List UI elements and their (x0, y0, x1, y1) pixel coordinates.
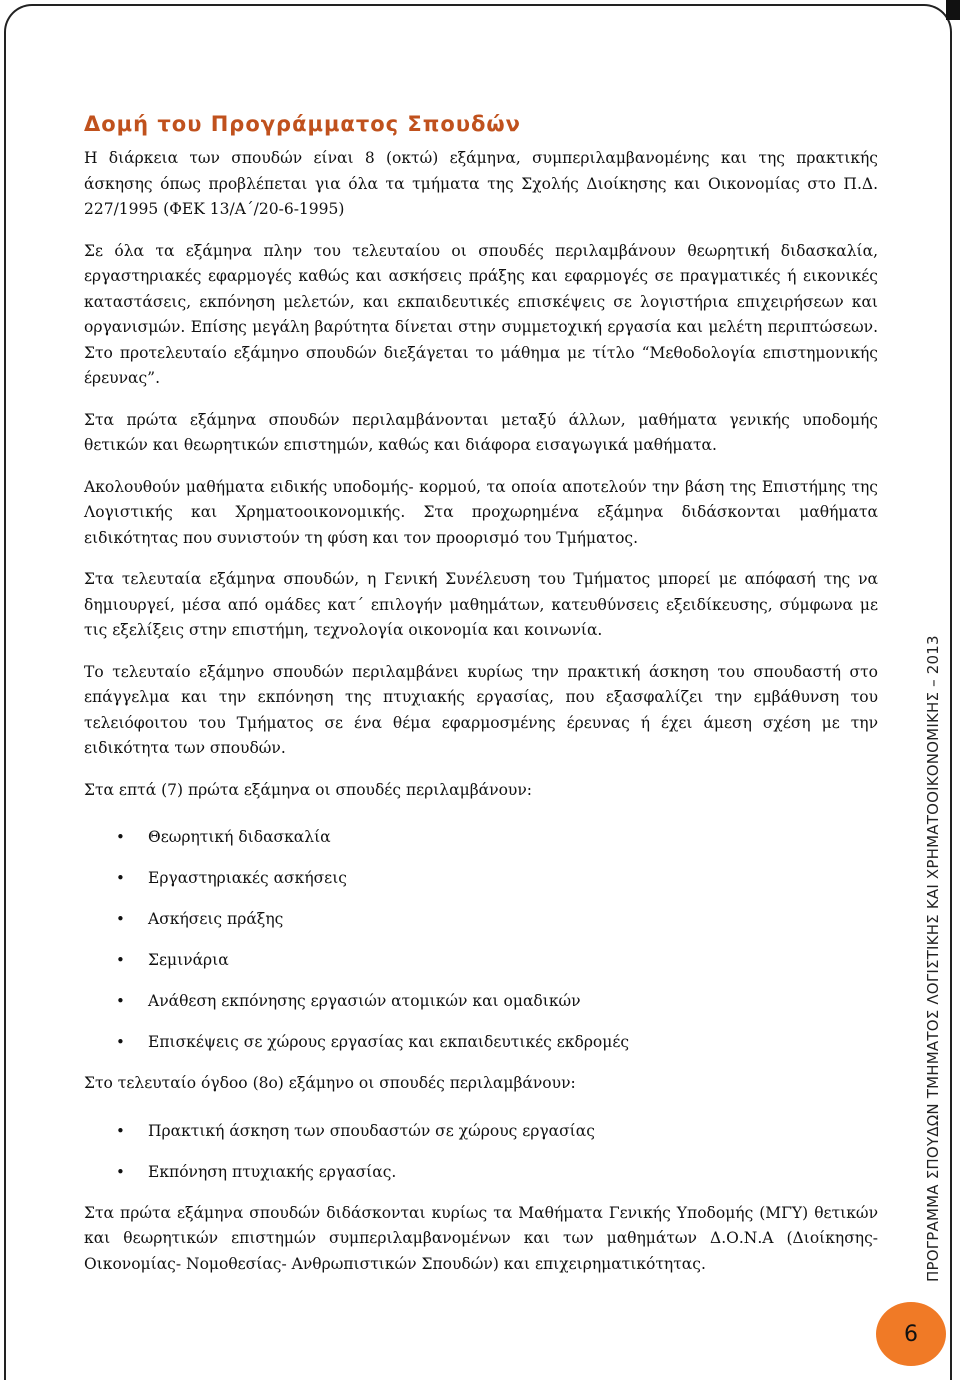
section-heading: Δομή του Προγράμματος Σπουδών (84, 112, 521, 136)
page-number-badge: 6 (876, 1302, 946, 1366)
corner-mark (946, 0, 960, 20)
paragraph-core-courses: Ακολουθούν μαθήματα ειδικής υποδομής- κορμού, τα οποία αποτελούν την βάση της Επιστήμης της Λογιστικής και Χρηματοοικονομικής. Στα προχωρημένα εξάμηνα διδάσκονται μαθήματα ειδικότητας που συνιστούν τη φύση και τον προορισμό του Τμήματος. (84, 477, 878, 547)
list-eighth-semester (84, 1119, 878, 1185)
list2-intro: Στο τελευταίο όγδοο (8ο) εξάμηνο οι σπουδές περιλαμβάνουν: (84, 1074, 576, 1092)
list-item: • Σεμινάρια (84, 948, 878, 973)
list-item: • Εκπόνηση πτυχιακής εργασίας. (84, 1160, 878, 1185)
paragraph-closing: Στα πρώτα εξάμηνα σπουδών διδάσκονται κυρίως τα Μαθήματα Γενικής Υποδομής (ΜΓΥ) θετικών και θεωρητικών επιστημών συμπεριλαμβανομένων και των μαθημάτων Δ.Ο.Ν.Α (Διοίκησης- Οικονομίας- Νομοθεσίας- Ανθρωπιστικών Σπουδών) και επιχειρηματικότητας. (84, 1203, 878, 1273)
list-item: • Ανάθεση εκπόνησης εργασιών ατομικών και ομαδικών (84, 989, 878, 1014)
list1-intro: Στα επτά (7) πρώτα εξάμηνα οι σπουδές περιλαμβάνουν: (84, 780, 532, 799)
list-item: • Θεωρητική διδασκαλία (84, 825, 878, 850)
paragraph-first-semesters: Στα πρώτα εξάμηνα σπουδών περιλαμβάνονται μεταξύ άλλων, μαθήματα γενικής υποδομής θετικών και θεωρητικών επιστημών, καθώς και διάφορα εισαγωγικά μαθήματα. (84, 410, 878, 454)
list-item: • Εργαστηριακές ασκήσεις (84, 866, 878, 891)
list-first-seven-semesters (84, 825, 878, 1055)
paragraph-duration: Η διάρκεια των σπουδών είναι 8 (οκτώ) εξάμηνα, συμπεριλαμβανομένης και της πρακτικής άσκησης όπως προβλέπεται για όλα τα τμήματα της Σχολής Διοίκησης και Οικονομίας στο Π.Δ. 227/1995 (ΦΕΚ 13/Α΄/20-6-1995) (84, 149, 878, 218)
side-running-header: ΠΡΟΓΡΑΜΜΑ ΣΠΟΥΔΩΝ ΤΜΗΜΑΤΟΣ ΛΟΓΙΣΤΙΚΗΣ ΚΑΙ ΧΡΗΜΑΤΟΟΙΚΟΝΟΜΙΚΗΣ – 2013 (924, 635, 942, 1282)
paragraph-semesters: Σε όλα τα εξάμηνα πλην του τελευταίου οι σπουδές περιλαμβάνουν θεωρητική διδασκαλία, εργαστηριακές εφαρμογές καθώς και ασκήσεις πράξης και εφαρμογές σε πραγματικές ή εικονικές καταστάσεις, εκπόνηση μελετών, και εκπαιδευτικές επισκέψεις σε λογιστήρια επιχειρήσεων και οργανισμών. Επίσης μεγάλη βαρύτητα δίνεται στην συμμετοχική εργασία και μελέτη περιπτώσεων. Στο προτελευταίο εξάμηνο σπουδών διεξάγεται το μάθημα με τίτλο “Μεθοδολογία επιστημονικής έρευνας”. (84, 241, 878, 387)
list-item: • Ασκήσεις πράξης (84, 907, 878, 932)
paragraph-last-semesters: Στα τελευταία εξάμηνα σπουδών, η Γενική Συνέλευση του Τμήματος μπορεί με απόφασή της να δημιουργεί, μέσα από ομάδες κατ΄ επιλογήν μαθημάτων, κατευθύνσεις εξειδίκευσης, σύμφωνα με τις εξελίξεις στην επιστήμη, τεχνολογία οικονομία και κοινωνία. (84, 570, 878, 639)
list-item: • Πρακτική άσκηση των σπουδαστών σε χώρους εργασίας (84, 1119, 878, 1144)
list-item: • Επισκέψεις σε χώρους εργασίας και εκπαιδευτικές εκδρομές (84, 1030, 878, 1055)
paragraph-final-semester: Το τελευταίο εξάμηνο σπουδών περιλαμβάνει κυρίως την πρακτική άσκηση του σπουδαστή στο επάγγελμα και την εκπόνηση της πτυχιακής εργασίας, που εξασφαλίζει την εμβάθυνση του τελειόφοιτου του Τμήματος σε ένα θέμα εφαρμοσμένης έρευνας ή έχει άμεση σχέση με την ειδικότητα των σπουδών. (84, 662, 878, 757)
document-body (84, 112, 878, 1293)
